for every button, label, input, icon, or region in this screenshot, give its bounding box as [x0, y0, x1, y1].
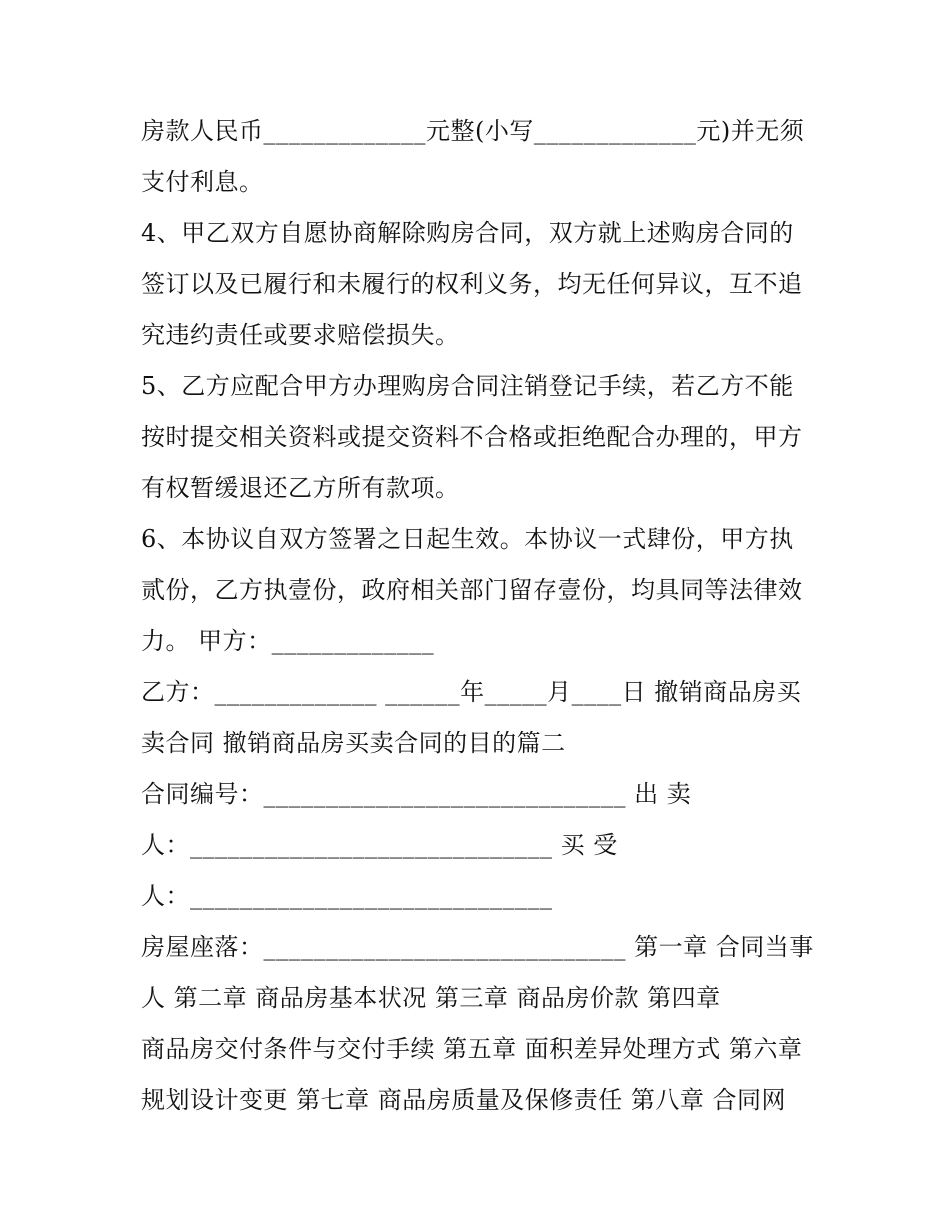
- text-line: 乙方：_____________ ______年_____月____日 撤销商品房买: [141, 678, 802, 706]
- text-line: 究违约责任或要求赔偿损失。: [141, 321, 460, 349]
- text-line: 有权暂缓退还乙方所有款项。: [141, 474, 460, 502]
- text-line: 6、本协议自双方签署之日起生效。本协议一式肆份，甲方执: [141, 525, 794, 553]
- text-line: 商品房交付条件与交付手续 第五章 面积差异处理方式 第六章: [141, 1035, 803, 1063]
- text-line: 规划设计变更 第七章 商品房质量及保修责任 第八章 合同网: [141, 1086, 787, 1114]
- text-line: 力。 甲方：_____________: [141, 627, 435, 655]
- text-line: 人：_____________________________: [141, 882, 553, 910]
- text-line: 5、乙方应配合甲方办理购房合同注销登记手续，若乙方不能: [141, 372, 794, 400]
- text-line: 卖合同 撤销商品房买卖合同的目的篇二: [141, 729, 566, 757]
- text-line: 签订以及已履行和未履行的权利义务，均无任何异议，互不追: [141, 270, 803, 298]
- text-line: 人 第二章 商品房基本状况 第三章 商品房价款 第四章: [141, 984, 721, 1012]
- text-line: 房屋座落：_____________________________ 第一章 合同当事: [141, 933, 814, 961]
- text-line: 合同编号：_____________________________ 出 卖: [141, 780, 692, 808]
- text-line: 按时提交相关资料或提交资料不合格或拒绝配合办理的，甲方: [141, 423, 803, 451]
- document-body: [141, 106, 821, 1126]
- text-line: 贰份，乙方执壹份，政府相关部门留存壹份，均具同等法律效: [141, 576, 803, 604]
- text-line: 房款人民币_____________元整(小写_____________元)并无须: [141, 117, 805, 145]
- text-line: 人：_____________________________ 买 受: [141, 831, 618, 859]
- text-line: 支付利息。: [141, 168, 264, 196]
- text-line: 4、甲乙双方自愿协商解除购房合同，双方就上述购房合同的: [141, 219, 794, 247]
